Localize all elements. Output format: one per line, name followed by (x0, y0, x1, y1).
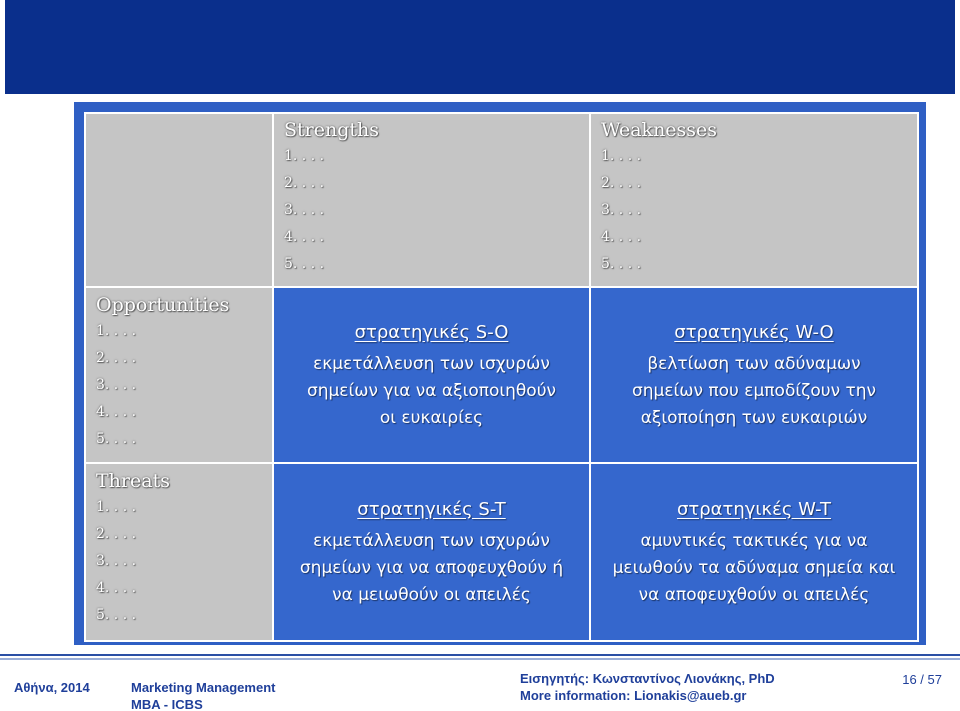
list-item: 1. . . . (284, 148, 325, 164)
footer-course-name: Marketing Management (131, 680, 276, 695)
list-item: 4. . . . (96, 580, 137, 596)
threats-list (86, 494, 272, 629)
so-desc-line: εκμετάλλευση των ισχυρών (313, 353, 550, 374)
list-item: 2. . . . (601, 175, 642, 191)
swot-matrix (84, 112, 919, 642)
list-item: 4. . . . (601, 229, 642, 245)
footer-city-year: Αθήνα, 2014 (14, 680, 90, 695)
so-strategies-title: στρατηγικές S-O (354, 321, 509, 343)
footer-divider (0, 654, 960, 662)
footer-lecturer-name: Εισηγητής: Κωνσταντίνος Λιονάκης, PhD (520, 671, 775, 686)
st-strategies-title: στρατηγικές S-T (357, 498, 506, 520)
wo-desc-line: βελτίωση των αδύναμων (647, 353, 861, 374)
page-total: 57 (927, 672, 942, 687)
page-number (902, 672, 942, 687)
wo-strategies-cell (590, 287, 918, 463)
wt-strategies-title: στρατηγικές W-T (676, 498, 832, 520)
wo-strategies-title: στρατηγικές W-O (674, 321, 834, 343)
wt-desc-line: μειωθούν τα αδύναμα σημεία και (612, 557, 896, 578)
st-desc-line: σημείων για να αποφευχθούν ή (299, 557, 564, 578)
threats-title: Threats (96, 470, 170, 492)
wo-desc-line: σημείων που εμποδίζουν την (631, 380, 876, 401)
so-strategies-cell (273, 287, 590, 463)
page-current: 16 (902, 672, 917, 687)
strengths-cell (273, 113, 590, 287)
so-desc-line: σημείων για να αξιοποιηθούν (306, 380, 557, 401)
corner-cell (85, 113, 273, 287)
threats-cell (85, 463, 273, 641)
footer-contact: More information: Lionakis@aueb.gr (520, 688, 747, 703)
so-desc-line: οι ευκαιρίες (379, 407, 484, 428)
list-item: 1. . . . (96, 323, 137, 339)
list-item: 5. . . . (601, 256, 642, 272)
strengths-list (274, 143, 589, 278)
title-banner (5, 0, 955, 94)
list-item: 2. . . . (284, 175, 325, 191)
weaknesses-list (591, 143, 917, 278)
list-item: 2. . . . (96, 350, 137, 366)
list-item: 3. . . . (284, 202, 325, 218)
list-item: 2. . . . (96, 526, 137, 542)
st-desc-line: να μειωθούν οι απειλές (332, 584, 531, 605)
wo-desc-line: αξιοποίηση των ευκαιριών (640, 407, 868, 428)
weaknesses-cell (590, 113, 918, 287)
list-item: 5. . . . (284, 256, 325, 272)
footer-program: MBA - ICBS (131, 697, 203, 711)
wt-desc-line: να αποφευχθούν οι απειλές (638, 584, 870, 605)
st-strategies-cell (273, 463, 590, 641)
wt-strategies-cell (590, 463, 918, 641)
list-item: 1. . . . (96, 499, 137, 515)
list-item: 5. . . . (96, 431, 137, 447)
weaknesses-title: Weaknesses (601, 119, 718, 141)
st-desc-line: εκμετάλλευση των ισχυρών (313, 530, 550, 551)
strengths-title: Strengths (284, 119, 379, 141)
list-item: 3. . . . (96, 553, 137, 569)
opportunities-title: Opportunities (96, 294, 230, 316)
list-item: 3. . . . (96, 377, 137, 393)
opportunities-list (86, 318, 272, 453)
list-item: 5. . . . (96, 607, 137, 623)
footer-course (131, 679, 275, 711)
list-item: 4. . . . (96, 404, 137, 420)
page-separator: / (916, 672, 928, 687)
wt-desc-line: αμυντικές τακτικές για να (640, 530, 868, 551)
list-item: 4. . . . (284, 229, 325, 245)
opportunities-cell (85, 287, 273, 463)
footer-lecturer (520, 670, 775, 704)
list-item: 1. . . . (601, 148, 642, 164)
list-item: 3. . . . (601, 202, 642, 218)
